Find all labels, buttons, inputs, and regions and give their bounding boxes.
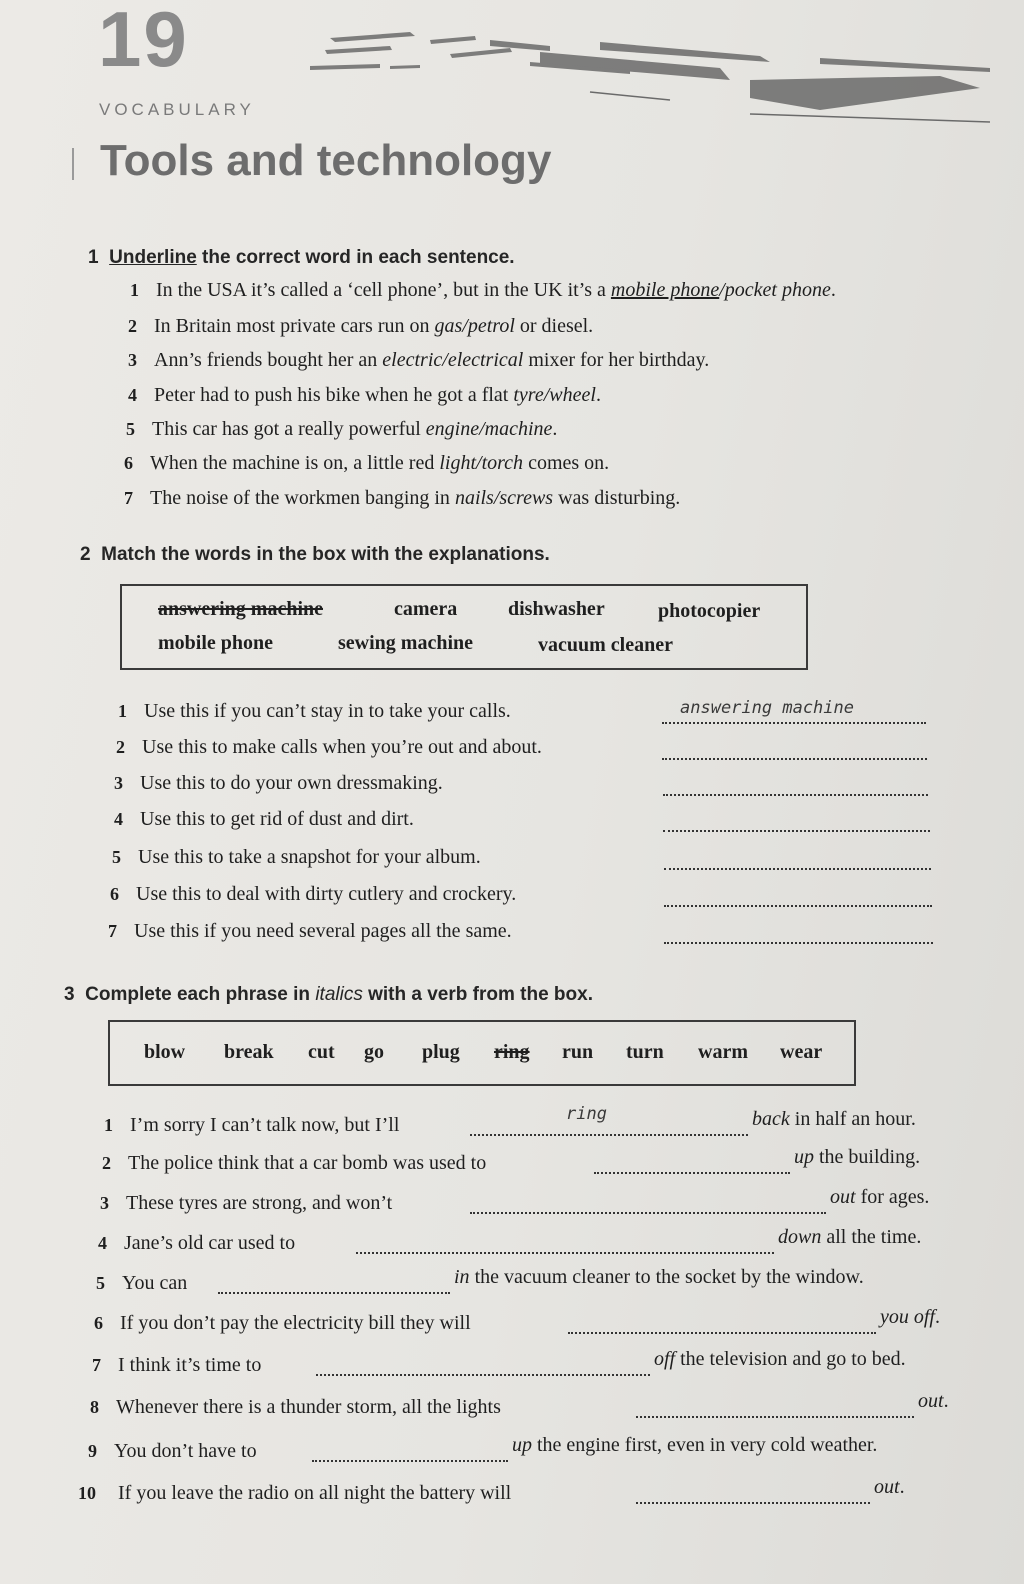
phrase-rest: the television and go to bed. [675,1348,906,1370]
explanation-text: Use this to make calls when you’re out and about. [142,736,542,758]
sentence-end: or diesel. [514,315,594,337]
word-wear: wear [780,1041,823,1063]
handwritten-answer: ring [566,1104,607,1124]
word-ring: ring [494,1041,530,1063]
phrase-rest: the building. [814,1146,921,1168]
item-number: 7 [92,1355,101,1375]
answer-blank[interactable] [218,1292,450,1294]
phrase-end [830,1186,929,1209]
item-number: 1 [118,701,127,721]
particle: out [830,1186,856,1208]
word-choices: light/torch [439,452,524,474]
item-number: 4 [114,809,123,829]
phrase-start: You can [122,1272,188,1294]
exercise-1-item [130,279,836,302]
item-number: 9 [88,1441,97,1461]
item-number: 1 [130,280,139,300]
word-go: go [364,1041,384,1063]
particle: out [918,1390,944,1412]
phrase-end [752,1108,916,1131]
phrase-rest: . [935,1306,940,1328]
phrase-start: Jane’s old car used to [124,1232,296,1254]
phrase-start: The police think that a car bomb was used to [128,1152,487,1174]
exercise-2-item [110,883,516,906]
answer-blank[interactable] [470,1134,748,1136]
exercise-3-heading: 3 Complete each phrase in italics with a verb from the box. [64,984,593,1005]
exercise-3-item [78,1482,511,1505]
phrase-rest: the engine first, even in very cold weather. [532,1434,878,1456]
item-number: 7 [124,488,133,508]
item-number: 4 [128,385,137,405]
exercise-1-item [126,418,557,441]
phrase-rest: the vacuum cleaner to the socket by the window. [469,1266,864,1288]
phrase-end [778,1226,921,1249]
exercise-1-item [128,384,601,407]
word-blow: blow [144,1041,186,1063]
item-number: 8 [90,1397,99,1417]
answer-blank[interactable] [664,942,933,944]
exercise-3-item [98,1232,295,1255]
exercise-2-item [108,920,512,943]
item-number: 2 [116,737,125,757]
underlined-answer: mobile phone [610,279,720,301]
exercise-3-item [90,1396,501,1419]
answer-blank[interactable] [312,1460,508,1462]
word-turn: turn [626,1041,664,1063]
sentence-start: When the machine is on, a little red [150,452,440,474]
item-number: 5 [126,419,135,439]
word-choices: gas/petrol [434,315,515,337]
answer-blank[interactable] [636,1502,870,1504]
particle: up [794,1146,814,1168]
sentence-end: mixer for her birthday. [523,349,710,371]
explanation-text: Use this if you can’t stay in to take your calls. [144,700,511,722]
word-answering-machine: answering machine [158,598,323,620]
exercise-2-word-box [120,584,808,670]
handwritten-answer: answering machine [680,698,854,718]
phrase-rest: . [943,1390,949,1412]
sentence-start: This car has got a really powerful [152,418,426,440]
sentence-end: . [595,384,601,406]
particle: out [874,1476,900,1498]
sentence-start: The noise of the workmen banging in [150,487,455,509]
word-dishwasher: dishwasher [508,598,605,620]
title-bar-decoration [72,148,74,180]
word-choices: engine/machine [425,418,553,440]
alternative-choice: /pocket phone [719,279,831,301]
phrase-end [874,1476,905,1499]
particle: off [654,1348,676,1370]
section-label: VOCABULARY [99,100,255,119]
answer-blank[interactable] [663,794,929,796]
word-choices: tyre/wheel [513,384,596,406]
explanation-text: Use this to deal with dirty cutlery and crockery. [136,883,517,905]
sentence-start: Ann’s friends bought her an [154,349,383,371]
word-run: run [562,1041,594,1063]
particle: up [512,1434,532,1456]
word-warm: warm [698,1041,748,1063]
word-break: break [224,1041,274,1063]
sentence-end: comes on. [523,452,610,474]
answer-blank[interactable] [594,1172,790,1174]
answer-blank[interactable] [316,1374,650,1376]
item-number: 7 [108,921,117,941]
answer-blank[interactable] [662,758,927,760]
explanation-text: Use this to take a snapshot for your album. [138,846,481,868]
exercise-2-item [112,846,481,869]
sentence-start: In the USA it’s called a ‘cell phone’, but in the UK it’s a [156,279,611,301]
word-photocopier: photocopier [658,600,761,622]
exercise-3-item [104,1114,399,1137]
sentence-start: In Britain most private cars run on [154,315,435,337]
answer-blank[interactable] [663,830,929,832]
phrase-start: These tyres are strong, and won’t [126,1192,393,1214]
answer-blank[interactable] [470,1212,826,1214]
exercise-3-item [94,1312,471,1335]
exercise-2-heading: 2 Match the words in the box with the explanations. [80,544,550,565]
phrase-start: You don’t have to [114,1440,257,1462]
phrase-end [512,1434,877,1457]
phrase-start: If you don’t pay the electricity bill they will [120,1312,471,1334]
word-mobile-phone: mobile phone [158,632,274,654]
exercise-1-heading: 1 Underline the correct word in each sentence. [88,247,515,268]
answer-blank[interactable] [636,1416,914,1418]
exercise-2-item [114,772,443,795]
sentence-end: . [830,279,836,301]
exercise-2-item [118,700,511,723]
phrase-end [794,1146,920,1169]
sentence-end: . [552,418,558,440]
page-title: Tools and technology [100,136,552,185]
exercise-3-item [102,1152,486,1175]
exercise-1-item [128,315,593,338]
item-number: 3 [128,350,137,370]
phrase-end [918,1390,949,1413]
phrase-end [654,1348,906,1371]
answer-blank[interactable] [664,868,931,870]
item-number: 6 [110,884,119,904]
phrase-rest: for ages. [855,1186,930,1208]
item-number: 6 [94,1313,103,1333]
explanation-text: Use this to get rid of dust and dirt. [140,808,414,830]
answer-blank[interactable] [664,905,932,907]
item-number: 5 [112,847,121,867]
item-number: 3 [114,773,123,793]
answer-blank[interactable] [662,722,926,724]
sentence-end: was disturbing. [553,487,681,509]
sentence-start: Peter had to push his bike when he got a flat [154,384,514,406]
exercise-3-item [92,1354,261,1377]
word-choices: electric/electrical [382,349,524,371]
phrase-rest: all the time. [821,1226,922,1248]
word-choices: nails/screws [454,487,554,509]
decorative-stripes [300,18,1000,128]
phrase-rest: . [899,1476,905,1498]
item-number: 2 [102,1153,111,1173]
phrase-start: If you leave the radio on all night the battery will [118,1482,512,1504]
explanation-text: Use this if you need several pages all the same. [134,920,512,942]
item-number: 4 [98,1233,107,1253]
item-number: 6 [124,453,133,473]
item-number: 2 [128,316,137,336]
particle: you off [880,1306,935,1328]
phrase-end [454,1266,864,1289]
phrase-start: I think it’s time to [118,1354,262,1376]
phrase-start: I’m sorry I can’t talk now, but I’ll [130,1114,400,1136]
phrase-rest: in half an hour. [789,1108,916,1130]
exercise-1-item [124,452,609,475]
answer-blank[interactable] [356,1252,774,1254]
exercise-1-item [128,349,709,372]
word-cut: cut [308,1041,335,1063]
exercise-2-item [114,808,414,831]
explanation-text: Use this to do your own dressmaking. [140,772,443,794]
word-vacuum-cleaner: vacuum cleaner [538,634,673,656]
phrase-start: Whenever there is a thunder storm, all the lights [116,1396,501,1418]
exercise-3-item [88,1440,257,1463]
exercise-3-item [100,1192,392,1215]
particle: in [454,1266,470,1288]
particle: down [778,1226,822,1248]
word-camera: camera [394,598,458,620]
item-number: 1 [104,1115,113,1135]
answer-blank[interactable] [568,1332,876,1334]
exercise-3-item [96,1272,187,1295]
item-number: 10 [78,1483,96,1503]
item-number: 5 [96,1273,105,1293]
particle: back [752,1108,790,1130]
item-number: 3 [100,1193,109,1213]
exercise-1-item [124,487,680,510]
word-plug: plug [422,1041,460,1063]
word-sewing-machine: sewing machine [338,632,473,654]
unit-number: 19 [98,0,189,83]
phrase-end [880,1306,940,1329]
exercise-3-word-box [108,1020,856,1086]
exercise-2-item [116,736,542,759]
